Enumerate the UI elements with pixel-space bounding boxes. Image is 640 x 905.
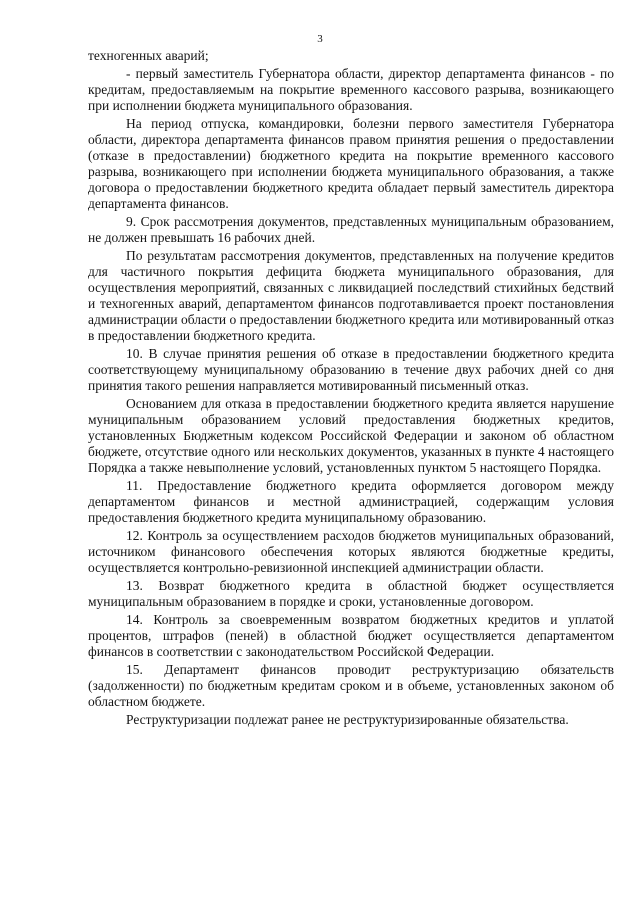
paragraph-restructuring: Реструктуризации подлежат ранее не реструктуризированные обязательства.: [126, 712, 569, 727]
paragraph-item-9: 9. Срок рассмотрения документов, представленных муниципальным образованием, не должен превышать 16 рабочих дней.: [88, 214, 614, 245]
paragraph-item-13: 13. Возврат бюджетного кредита в областной бюджет осуществляется муниципальным образованием в порядке и сроки, установленные договором.: [88, 578, 614, 609]
page-number: 3: [317, 33, 323, 45]
paragraph-item-12: 12. Контроль за осуществлением расходов бюджетов муниципальных образований, источником финансового обеспечения которых являются бюджетные кредиты, осуществляется контрольно-ревизионной инспекцией администрации области.: [88, 528, 614, 575]
paragraph-continuation: техногенных аварий;: [88, 48, 209, 63]
paragraph-absence-authority: На период отпуска, командировки, болезни первого заместителя Губернатора области, директора департамента финансов правом принятия решения о предоставлении (отказе в предоставлении) бюджетного кредита на покрытие временного кассового разрыва, возникающего при исполнении бюджета муниципального образования, а также договора о предоставлении бюджетного кредита обладает первый заместитель директора департамента финансов.: [88, 116, 614, 211]
paragraph-item-14: 14. Контроль за своевременным возвратом бюджетных кредитов и уплатой процентов, штрафов (пеней) в областной бюджет осуществляется департаментом финансов в соответствии с законодательством Российской Федерации.: [88, 612, 614, 659]
paragraph-review-results: По результатам рассмотрения документов, представленных на получение кредитов для частичного покрытия дефицита бюджета муниципального образования, для осуществления мероприятий, связанных с ликвидацией последствий стихийных бедствий и техногенных аварий, департаментом финансов подготавливается проект постановления администрации области о предоставлении бюджетного кредита или мотивированный отказ в предоставлении бюджетного кредита.: [88, 248, 614, 343]
paragraph-item-11: 11. Предоставление бюджетного кредита оформляется договором между департаментом финансов и местной администрацией, содержащим условия предоставления бюджетного кредита муниципальному образованию.: [88, 478, 614, 525]
paragraph-first-deputy: - первый заместитель Губернатора области, директор департамента финансов - по кредитам, предоставляемым на покрытие временного кассового разрыва, возникающего при исполнении бюджета муниципального образования.: [88, 66, 614, 113]
document-body: [88, 48, 614, 728]
paragraph-item-15: 15. Департамент финансов проводит реструктуризацию обязательств (задолженности) по бюджетным кредитам сроком и в объеме, установленных законом об областном бюджете.: [88, 662, 614, 709]
paragraph-refusal-grounds: Основанием для отказа в предоставлении бюджетного кредита является нарушение муниципальным образованием условий предоставления бюджетных кредитов, установленных Бюджетным кодексом Российской Федерации и законом об областном бюджете, отсутствие одного или нескольких документов, указанных в пункте 4 настоящего Порядка а также невыполнение условий, установленных пунктом 5 настоящего Порядка.: [88, 396, 614, 475]
paragraph-item-10: 10. В случае принятия решения об отказе в предоставлении бюджетного кредита соответствующему муниципальному образованию в течение двух рабочих дней со дня принятия такого решения направляется мотивированный письменный отказ.: [88, 346, 614, 393]
